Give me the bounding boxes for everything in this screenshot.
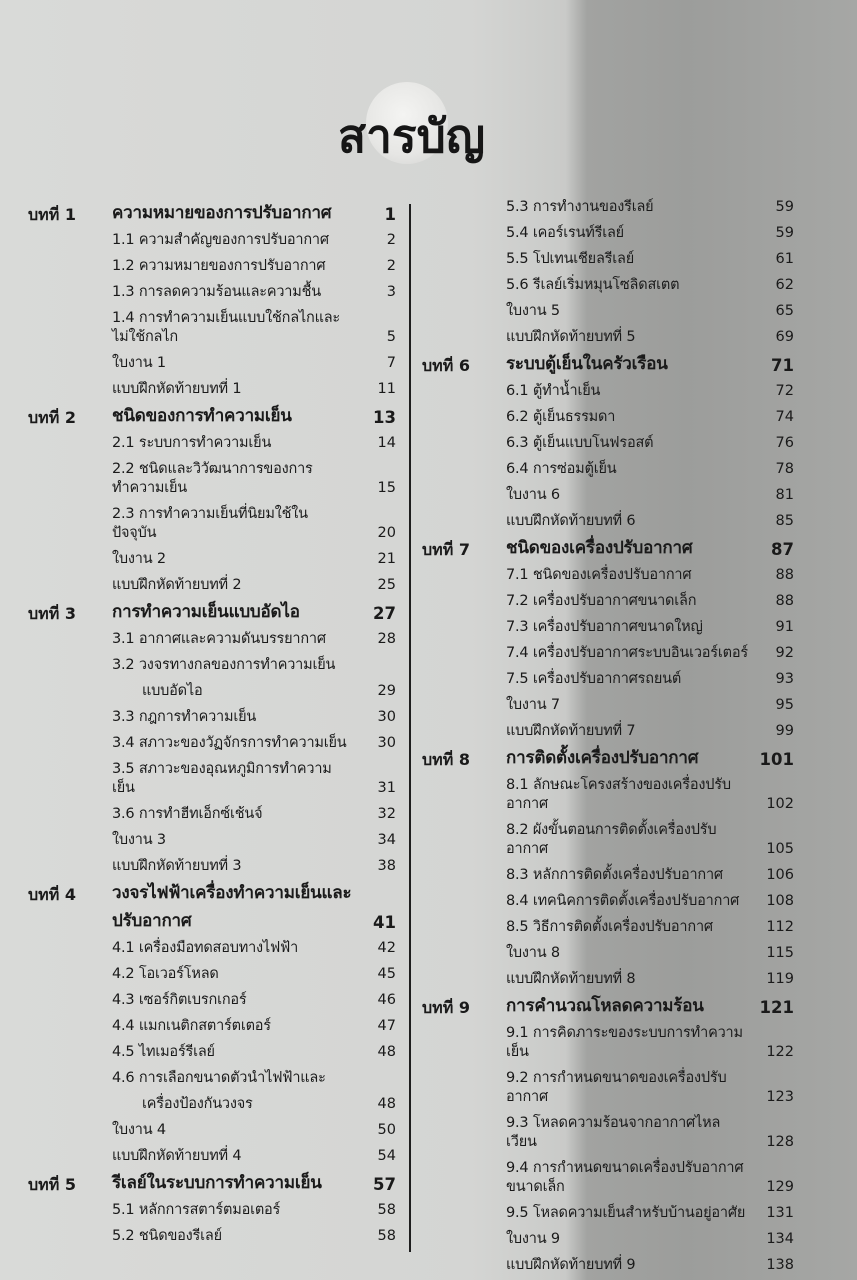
toc-entry-row	[422, 509, 794, 535]
entry-title: แบบฝึกหัดท้ายบทที่ 5	[506, 329, 636, 345]
page-number: 123	[766, 1089, 794, 1105]
page-number: 41	[373, 913, 396, 932]
entry-title: แบบฝึกหัดท้ายบทที่ 8	[506, 971, 636, 987]
page-number: 76	[775, 435, 794, 451]
page-number: 1	[384, 205, 396, 224]
toc-chapter-row	[28, 908, 396, 936]
toc-entry-row	[28, 1040, 396, 1066]
entry-title: 9.1 การคิดภาระของระบบการทำความเย็น	[506, 1025, 743, 1060]
chapter-title: ชนิดของเครื่องปรับอากาศ	[506, 538, 693, 558]
toc-entry-row	[28, 1198, 396, 1224]
toc-entry-row	[422, 589, 794, 615]
toc-chapter-row	[422, 993, 794, 1021]
toc-column-right	[422, 195, 794, 1279]
entry-title: ใบงาน 8	[506, 945, 560, 961]
page-number: 27	[373, 604, 396, 623]
toc-entry-row	[28, 1224, 396, 1250]
page-number: 102	[766, 796, 794, 812]
entry-title: 8.4 เทคนิคการติดตั้งเครื่องปรับอากาศ	[506, 893, 740, 909]
page-number: 119	[766, 971, 794, 987]
toc-entry-row	[28, 1144, 396, 1170]
toc-entry-row	[422, 941, 794, 967]
chapter-title: วงจรไฟฟ้าเครื่องทำความเย็นและ	[112, 883, 352, 903]
entry-title: แบบฝึกหัดท้ายบทที่ 6	[506, 513, 636, 529]
entry-title: 9.4 การกำหนดขนาดเครื่องปรับอากาศขนาดเล็ก	[506, 1160, 744, 1195]
entry-title: แบบฝึกหัดท้ายบทที่ 1	[112, 381, 242, 397]
page-number: 57	[373, 1175, 396, 1194]
chapter-title: ชนิดของการทำความเย็น	[112, 406, 292, 426]
toc-entry-row	[422, 299, 794, 325]
toc-entry-row	[422, 379, 794, 405]
entry-title: 5.1 หลักการสตาร์ตมอเตอร์	[112, 1202, 281, 1218]
chapter-number: บทที่ 1	[28, 205, 76, 224]
toc-entry-row	[28, 502, 396, 547]
entry-title: 3.1 อากาศและความดันบรรยากาศ	[112, 631, 326, 647]
entry-title: 8.1 ลักษณะโครงสร้างของเครื่องปรับอากาศ	[506, 777, 731, 812]
toc-chapter-row	[28, 403, 396, 431]
chapter-title: รีเลย์ในระบบการทำความเย็น	[112, 1173, 322, 1193]
toc-entry-row	[28, 280, 396, 306]
page-number: 29	[377, 683, 396, 699]
entry-title: ใบงาน 4	[112, 1122, 166, 1138]
chapter-title: การทำความเย็นแบบอัดไอ	[112, 602, 300, 622]
page-number: 115	[766, 945, 794, 961]
toc-entry-row	[422, 863, 794, 889]
entry-title: 7.5 เครื่องปรับอากาศรถยนต์	[506, 671, 682, 687]
page-number: 47	[377, 1018, 396, 1034]
page-number: 128	[766, 1134, 794, 1150]
toc-entry-row	[28, 457, 396, 502]
entry-title: 3.4 สภาวะของวัฏจักรการทำความเย็น	[112, 735, 347, 751]
toc-entry-row	[28, 731, 396, 757]
toc-entry-row	[422, 1227, 794, 1253]
page-number: 87	[771, 540, 794, 559]
page-number: 30	[377, 709, 396, 725]
page-number: 72	[775, 383, 794, 399]
page-number: 20	[377, 525, 396, 541]
page-number: 59	[775, 199, 794, 215]
entry-title: แบบฝึกหัดท้ายบทที่ 4	[112, 1148, 242, 1164]
page-number: 105	[766, 841, 794, 857]
page-number: 62	[775, 277, 794, 293]
toc-entry-row	[422, 431, 794, 457]
toc-entry-row	[28, 828, 396, 854]
entry-title: 2.2 ชนิดและวิวัฒนาการของการทำความเย็น	[112, 461, 313, 496]
toc-entry-row	[28, 705, 396, 731]
toc-entry-row	[422, 325, 794, 351]
page-number: 42	[377, 940, 396, 956]
entry-title: ใบงาน 2	[112, 551, 166, 567]
entry-title: แบบอัดไอ	[142, 683, 203, 699]
chapter-number: บทที่ 6	[422, 356, 470, 375]
entry-title: 7.2 เครื่องปรับอากาศขนาดเล็ก	[506, 593, 697, 609]
entry-title: ใบงาน 3	[112, 832, 166, 848]
toc-entry-row	[28, 854, 396, 880]
toc-entry-row	[422, 405, 794, 431]
toc-entry-row	[28, 547, 396, 573]
toc-entry-row	[422, 1156, 794, 1201]
chapter-title: ความหมายของการปรับอากาศ	[112, 203, 332, 223]
toc-entry-row	[422, 247, 794, 273]
chapter-number: บทที่ 8	[422, 750, 470, 769]
page-number: 2	[386, 258, 396, 274]
page-number: 30	[377, 735, 396, 751]
page-number: 74	[775, 409, 794, 425]
page-number: 134	[766, 1231, 794, 1247]
toc-entry-row	[28, 1014, 396, 1040]
page-number: 46	[377, 992, 396, 1008]
toc-chapter-row	[28, 200, 396, 228]
toc-entry-row	[422, 667, 794, 693]
toc-entry-row	[422, 615, 794, 641]
page-number: 21	[377, 551, 396, 567]
page-number: 122	[766, 1044, 794, 1060]
entry-title: 2.1 ระบบการทำความเย็น	[112, 435, 272, 451]
entry-title: 1.2 ความหมายของการปรับอากาศ	[112, 258, 326, 274]
entry-title: 9.2 การกำหนดขนาดของเครื่องปรับอากาศ	[506, 1070, 727, 1105]
page-number: 108	[766, 893, 794, 909]
toc-entry-row	[422, 693, 794, 719]
entry-title: 2.3 การทำความเย็นที่นิยมใช้ในปัจจุบัน	[112, 506, 308, 541]
entry-title: 7.4 เครื่องปรับอากาศระบบอินเวอร์เตอร์	[506, 645, 748, 661]
toc-entry-row	[422, 1066, 794, 1111]
entry-title: 4.4 แมกเนติกสตาร์ตเตอร์	[112, 1018, 271, 1034]
toc-entry-row	[422, 273, 794, 299]
toc-entry-row	[422, 889, 794, 915]
page-number: 58	[377, 1228, 396, 1244]
toc-chapter-row	[422, 351, 794, 379]
page-number: 31	[377, 780, 396, 796]
page-number: 91	[775, 619, 794, 635]
toc-entry-row	[28, 1066, 396, 1092]
entry-title: 7.1 ชนิดของเครื่องปรับอากาศ	[506, 567, 692, 583]
entry-title: 1.3 การลดความร้อนและความชื้น	[112, 284, 321, 300]
entry-title: แบบฝึกหัดท้ายบทที่ 7	[506, 723, 636, 739]
chapter-title: การติดตั้งเครื่องปรับอากาศ	[506, 748, 699, 768]
page-number: 54	[377, 1148, 396, 1164]
entry-title: 9.3 โหลดความร้อนจากอากาศไหลเวียน	[506, 1115, 721, 1150]
chapter-title: ระบบตู้เย็นในครัวเรือน	[506, 354, 668, 374]
toc-entry-row	[422, 1021, 794, 1066]
chapter-number: บทที่ 5	[28, 1175, 76, 1194]
page-number: 138	[766, 1257, 794, 1273]
entry-title: 7.3 เครื่องปรับอากาศขนาดใหญ่	[506, 619, 703, 635]
page-number: 15	[377, 480, 396, 496]
page-number: 28	[377, 631, 396, 647]
toc-entry-row	[28, 627, 396, 653]
toc-entry-row	[28, 228, 396, 254]
toc-entry-row	[422, 1201, 794, 1227]
toc-entry-row	[422, 967, 794, 993]
toc-entry-row	[28, 679, 396, 705]
page-number: 131	[766, 1205, 794, 1221]
toc-entry-row	[28, 962, 396, 988]
entry-title: แบบฝึกหัดท้ายบทที่ 9	[506, 1257, 636, 1273]
toc-entry-row	[28, 802, 396, 828]
page-number: 106	[766, 867, 794, 883]
toc-entry-row	[422, 915, 794, 941]
chapter-number: บทที่ 3	[28, 604, 76, 623]
column-divider	[409, 204, 411, 1252]
chapter-title: ปรับอากาศ	[112, 911, 192, 931]
toc-entry-row	[28, 653, 396, 679]
entry-title: 4.5 ไทเมอร์รีเลย์	[112, 1044, 215, 1060]
toc-entry-row	[28, 573, 396, 599]
toc-entry-row	[422, 1253, 794, 1279]
page-number: 38	[377, 858, 396, 874]
toc-entry-row	[28, 431, 396, 457]
toc-chapter-row	[28, 880, 396, 908]
toc-chapter-row	[28, 1170, 396, 1198]
toc-entry-row	[422, 818, 794, 863]
toc-entry-row	[28, 254, 396, 280]
page-number: 34	[377, 832, 396, 848]
entry-title: 6.3 ตู้เย็นแบบโนฟรอสต์	[506, 435, 654, 451]
page-number: 2	[386, 232, 396, 248]
toc-entry-row	[422, 1111, 794, 1156]
chapter-number: บทที่ 7	[422, 540, 470, 559]
page-number: 25	[377, 577, 396, 593]
toc-chapter-row	[28, 599, 396, 627]
entry-title: ใบงาน 6	[506, 487, 560, 503]
entry-title: 9.5 โหลดความเย็นสำหรับบ้านอยู่อาศัย	[506, 1205, 746, 1221]
toc-entry-row	[28, 377, 396, 403]
page-number: 48	[377, 1096, 396, 1112]
page-number: 50	[377, 1122, 396, 1138]
page-number: 88	[775, 593, 794, 609]
page-number: 32	[377, 806, 396, 822]
toc-entry-row	[422, 221, 794, 247]
entry-title: แบบฝึกหัดท้ายบทที่ 3	[112, 858, 242, 874]
entry-title: ใบงาน 9	[506, 1231, 560, 1247]
entry-title: 6.2 ตู้เย็นธรรมดา	[506, 409, 616, 425]
page-number: 78	[775, 461, 794, 477]
page-number: 14	[377, 435, 396, 451]
toc-chapter-row	[422, 535, 794, 563]
entry-title: 8.3 หลักการติดตั้งเครื่องปรับอากาศ	[506, 867, 723, 883]
toc-entry-row	[28, 306, 396, 351]
toc-entry-row	[28, 936, 396, 962]
page-number: 5	[386, 329, 396, 345]
entry-title: 3.2 วงจรทางกลของการทำความเย็น	[112, 657, 336, 673]
entry-title: 4.2 โอเวอร์โหลด	[112, 966, 219, 982]
entry-title: แบบฝึกหัดท้ายบทที่ 2	[112, 577, 242, 593]
toc-chapter-row	[422, 745, 794, 773]
page-number: 11	[377, 381, 396, 397]
page-number: 58	[377, 1202, 396, 1218]
page-number: 121	[759, 998, 794, 1017]
entry-title: 5.6 รีเลย์เริ่มหมุนโซลิดสเตต	[506, 277, 680, 293]
page-number: 45	[377, 966, 396, 982]
page-number: 61	[775, 251, 794, 267]
toc-entry-row	[422, 773, 794, 818]
page-number: 101	[759, 750, 794, 769]
entry-title: 6.4 การซ่อมตู้เย็น	[506, 461, 617, 477]
chapter-number: บทที่ 9	[422, 998, 470, 1017]
chapter-number: บทที่ 4	[28, 885, 76, 904]
toc-entry-row	[422, 719, 794, 745]
toc-column-left	[28, 200, 396, 1250]
page-number: 95	[775, 697, 794, 713]
chapter-number: บทที่ 2	[28, 408, 76, 427]
entry-title: 8.5 วิธีการติดตั้งเครื่องปรับอากาศ	[506, 919, 713, 935]
page-number: 7	[386, 355, 396, 371]
entry-title: 3.5 สภาวะของอุณหภูมิการทำความเย็น	[112, 761, 332, 796]
entry-title: 6.1 ตู้ทำน้ำเย็น	[506, 383, 601, 399]
toc-entry-row	[28, 1092, 396, 1118]
toc-entry-row	[422, 483, 794, 509]
page-number: 99	[775, 723, 794, 739]
page-number: 81	[775, 487, 794, 503]
toc-entry-row	[422, 195, 794, 221]
page-number: 129	[766, 1179, 794, 1195]
page-title: สารบัญ	[338, 109, 486, 163]
page-title-block	[338, 82, 486, 172]
entry-title: 4.3 เซอร์กิตเบรกเกอร์	[112, 992, 247, 1008]
page-number: 48	[377, 1044, 396, 1060]
page-number: 85	[775, 513, 794, 529]
page-number: 88	[775, 567, 794, 583]
entry-title: 3.3 กฎการทำความเย็น	[112, 709, 257, 725]
page-number: 65	[775, 303, 794, 319]
entry-title: 8.2 ผังขั้นตอนการติดตั้งเครื่องปรับอากาศ	[506, 822, 717, 857]
toc-entry-row	[28, 988, 396, 1014]
entry-title: 5.4 เคอร์เรนท์รีเลย์	[506, 225, 624, 241]
entry-title: เครื่องป้องกันวงจร	[142, 1096, 253, 1112]
toc-entry-row	[28, 757, 396, 802]
page-number: 13	[373, 408, 396, 427]
page-number: 3	[386, 284, 396, 300]
toc-entry-row	[422, 641, 794, 667]
chapter-title: การคำนวณโหลดความร้อน	[506, 996, 704, 1016]
page-number: 69	[775, 329, 794, 345]
entry-title: 1.4 การทำความเย็นแบบใช้กลไกและไม่ใช้กลไก	[112, 310, 341, 345]
page-number: 92	[775, 645, 794, 661]
toc-entry-row	[28, 1118, 396, 1144]
page-number: 59	[775, 225, 794, 241]
entry-title: 4.1 เครื่องมือทดสอบทางไฟฟ้า	[112, 940, 299, 956]
entry-title: 5.5 โปเทนเชียลรีเลย์	[506, 251, 634, 267]
page-number: 112	[766, 919, 794, 935]
entry-title: 5.3 การทำงานของรีเลย์	[506, 199, 654, 215]
toc-entry-row	[422, 457, 794, 483]
page-number: 93	[775, 671, 794, 687]
entry-title: 1.1 ความสำคัญของการปรับอากาศ	[112, 232, 329, 248]
toc-entry-row	[422, 563, 794, 589]
toc-entry-row	[28, 351, 396, 377]
entry-title: 4.6 การเลือกขนาดตัวนำไฟฟ้าและ	[112, 1070, 326, 1086]
entry-title: ใบงาน 7	[506, 697, 560, 713]
entry-title: 3.6 การทำฮีทเอ็กซ์เช้นจ์	[112, 806, 263, 822]
page-number: 71	[771, 356, 794, 375]
entry-title: ใบงาน 1	[112, 355, 166, 371]
entry-title: 5.2 ชนิดของรีเลย์	[112, 1228, 222, 1244]
entry-title: ใบงาน 5	[506, 303, 560, 319]
